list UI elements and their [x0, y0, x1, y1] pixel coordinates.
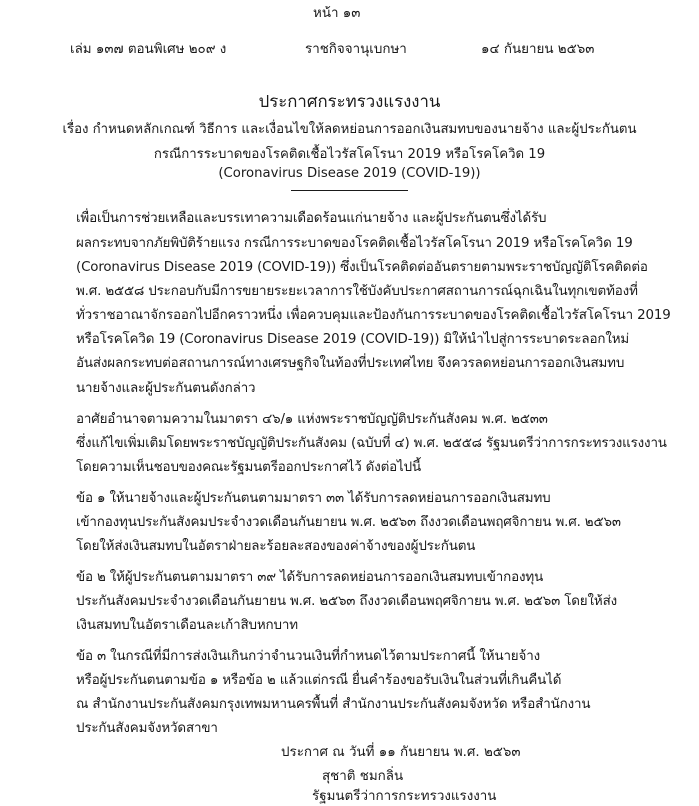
body-line: ผลกระทบจากภัยพิบัติร้ายแรง กรณีการระบาดของโรคติดเชื้อไวรัสโคโรนา 2019 หรือโรคโควิด 19 [76, 236, 633, 251]
body-line: อันส่งผลกระทบต่อสถานการณ์ทางเศรษฐกิจในท้องที่ประเทศไทย จึงควรลดหย่อนการออกเงินสมทบ [76, 356, 625, 371]
volume-info: เล่ม ๑๓๗ ตอนพิเศษ ๒๐๙ ง [70, 42, 227, 57]
body-line: นายจ้างและผู้ประกันตนดังกล่าว [76, 381, 256, 396]
clause-3-line: ข้อ ๓ ในกรณีที่มีการส่งเงินเกินกว่าจำนวนเงินที่กำหนดไว้ตามประกาศนี้ ให้นายจ้าง [76, 649, 540, 664]
clause-2-line: เงินสมทบในอัตราเดือนละเก้าสิบหกบาท [76, 618, 298, 633]
announcement-date: ประกาศ ณ วันที่ ๑๑ กันยายน พ.ศ. ๒๕๖๓ [281, 745, 521, 760]
subject-line-2: กรณีการระบาดของโรคติดเชื้อไวรัสโคโรนา 2019 หรือโรคโควิด 19 [153, 147, 546, 162]
body-line: เพื่อเป็นการช่วยเหลือและบรรเทาความเดือดร้อนแก่นายจ้าง และผู้ประกันตนซึ่งได้รับ [76, 211, 547, 226]
announcement-title: ประกาศกระทรวงแรงงาน [258, 91, 441, 111]
body-line: ทั่วราชอาณาจักรออกไปอีกคราวหนึ่ง เพื่อควบคุมและป้องกันการระบาดของโรคติดเชื้อไวรัสโคโรนา 2019 [76, 308, 671, 323]
signatory-position: รัฐมนตรีว่าการกระทรวงแรงงาน [312, 789, 497, 804]
clause-1-line: โดยให้ส่งเงินสมทบในอัตราฝ่ายละร้อยละสองของค่าจ้างของผู้ประกันตน [76, 539, 476, 554]
signatory-name: สุชาติ ชมกลิ่น [322, 769, 404, 784]
publication-date: ๑๔ กันยายน ๒๕๖๓ [481, 42, 595, 57]
clause-2-line: ประกันสังคมประจำงวดเดือนกันยายน พ.ศ. ๒๕๖๓ ถึงงวดเดือนพฤศจิกายน พ.ศ. ๒๕๖๓ โดยให้ส่ง [76, 594, 617, 609]
body-line: อาศัยอำนาจตามความในมาตรา ๔๖/๑ แห่งพระราชบัญญัติประกันสังคม พ.ศ. ๒๕๓๓ [76, 412, 548, 427]
clause-3-line: ประกันสังคมจังหวัดสาขา [76, 721, 218, 736]
body-line: (Coronavirus Disease 2019 (COVID-19)) ซึ่งเป็นโรคติดต่ออันตรายตามพระราชบัญญัติโรคติดต่อ [76, 260, 648, 275]
body-line: ซึ่งแก้ไขเพิ่มเติมโดยพระราชบัญญัติประกันสังคม (ฉบับที่ ๔) พ.ศ. ๒๕๕๘ รัฐมนตรีว่าการกระทรวงแรงงาน [76, 436, 667, 451]
clause-1-line: ข้อ ๑ ให้นายจ้างและผู้ประกันตนตามมาตรา ๓๓ ได้รับการลดหย่อนการออกเงินสมทบ [76, 491, 551, 506]
clause-2-line: ข้อ ๒ ให้ผู้ประกันตนตามมาตรา ๓๙ ได้รับการลดหย่อนการออกเงินสมทบเข้ากองทุน [76, 570, 544, 585]
subject-line-1: เรื่อง กำหนดหลักเกณฑ์ วิธีการ และเงื่อนไขให้ลดหย่อนการออกเงินสมทบของนายจ้าง และผู้ประกันตน [62, 122, 637, 137]
page-number: หน้า ๑๓ [313, 6, 361, 21]
publication-name: ราชกิจจานุเบกษา [305, 42, 407, 57]
clause-1-line: เข้ากองทุนประกันสังคมประจำงวดเดือนกันยายน พ.ศ. ๒๕๖๓ ถึงงวดเดือนพฤศจิกายน พ.ศ. ๒๕๖๓ [76, 515, 621, 530]
subject-line-3: (Coronavirus Disease 2019 (COVID-19)) [218, 166, 481, 181]
body-line: โดยความเห็นชอบของคณะรัฐมนตรีออกประกาศไว้ ดังต่อไปนี้ [76, 460, 421, 475]
title-divider [291, 190, 408, 191]
clause-3-line: หรือผู้ประกันตนตามข้อ ๑ หรือข้อ ๒ แล้วแต่กรณี ยื่นคำร้องขอรับเงินในส่วนที่เกินคืนได้ [76, 673, 562, 688]
clause-3-line: ณ สำนักงานประกันสังคมกรุงเทพมหานครพื้นที่ สำนักงานประกันสังคมจังหวัด หรือสำนักงาน [76, 697, 591, 712]
body-line: พ.ศ. ๒๕๕๘ ประกอบกับมีการขยายระยะเวลาการใช้บังคับประกาศสถานการณ์ฉุกเฉินในทุกเขตท้องที่ [76, 284, 638, 299]
body-line: หรือโรคโควิด 19 (Coronavirus Disease 2019 (COVID-19)) มิให้นำไปสู่การระบาดระลอกใหม่ [76, 332, 630, 347]
